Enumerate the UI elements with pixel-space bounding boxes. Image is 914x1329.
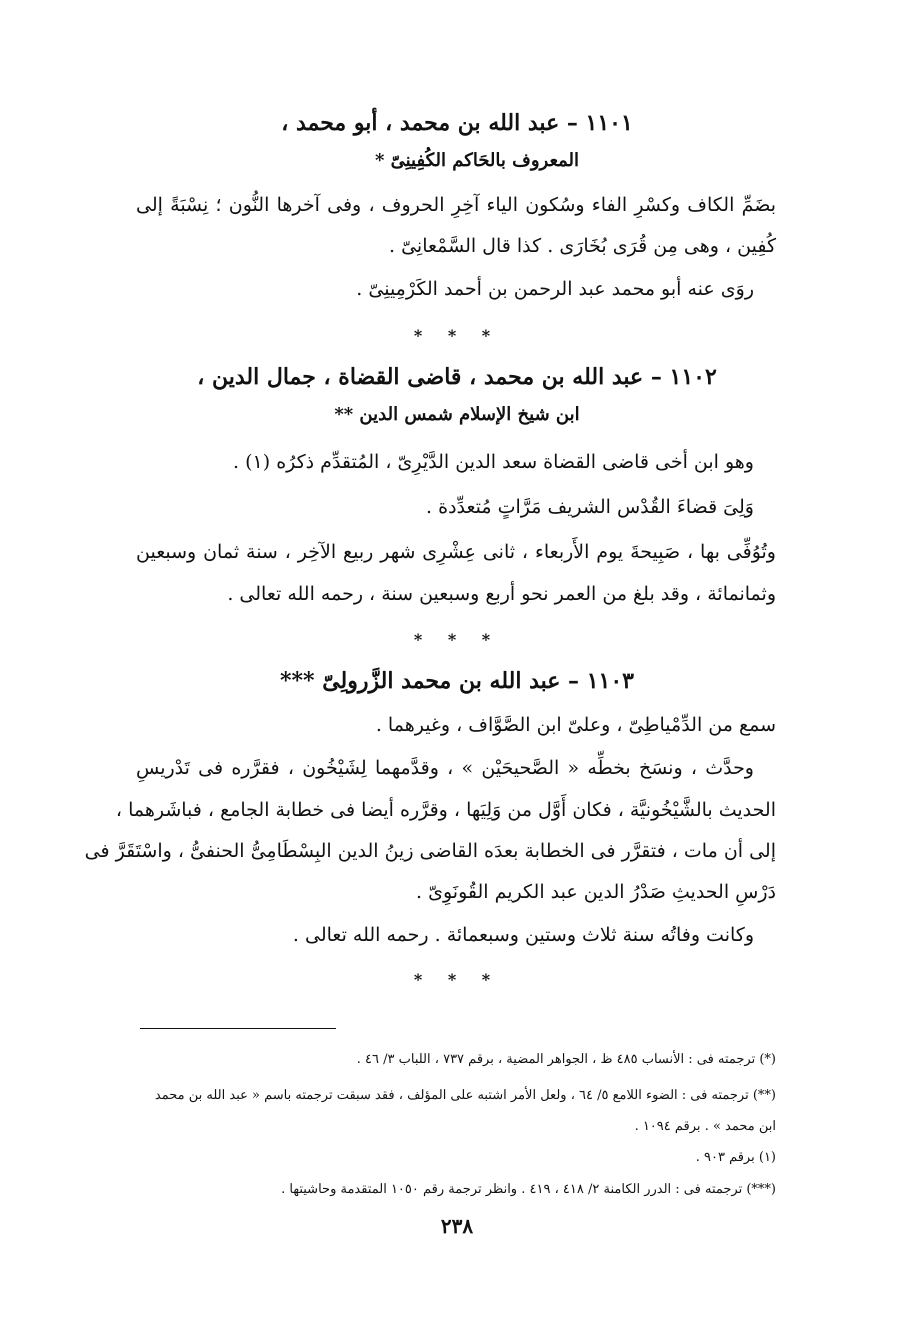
footnote-4: (***) ترجمته فى : الدرر الكامنة ٢/ ٤١٨ ، ٤١٩ . وانظر ترجمة رقم ١٠٥٠ المتقدمة وحاشيتها . (281, 1182, 776, 1197)
entry-1103-para2-line1: وحدَّث ، ونسَخ بخطِّه « الصَّحيحَيْن » ، وقدَّمهما لِشَيْخُون ، فقرَّره فى تَدْريسِ (136, 757, 754, 779)
entry-1102-para3-line2: وثمانمائة ، وقد بلغ من العمر نحو أربع وسبعين سنة ، رحمه الله تعالى . (227, 583, 776, 605)
footnote-2-line1: (**) ترجمته فى : الضوء اللامع ٥/ ٦٤ ، ولعل الأمر اشتبه على المؤلف ، فقد سبقت ترجمته باسم « عبد الله بن محمد (154, 1088, 776, 1103)
footnote-2-line2: ابن محمد » . برقم ١٠٩٤ . (634, 1119, 776, 1134)
footnote-3: (١) برقم ٩٠٣ . (695, 1150, 776, 1165)
entry-1103-para2-line2: الحديث بالشَّيْخُونيَّة ، فكان أَوَّل من وَلِيَها ، وقرَّره أيضا فى خطابة الجامع ، فباشَرهما ، (115, 799, 776, 821)
entry-1103-para2-line3: إلى أن مات ، فتقرَّر فى الخطابة بعدَه القاضى زينُ الدين البِسْطَامِىُّ الحنفىُّ ، واسْتَقَرَّ فى (84, 840, 776, 862)
section-separator: * * * (413, 970, 501, 989)
entry-1102-para1: وهو ابن أخى قاضى القضاة سعد الدين الدَّيْرِىّ ، المُتقدِّم ذكرُه (١) . (233, 451, 754, 473)
entry-1103-para3: وكانت وفاتُه سنة ثلاث وستين وسبعمائة . رحمه الله تعالى . (292, 924, 754, 946)
entry-1103-para2-line4: دَرْسِ الحديثِ صَدْرُ الدين عبد الكريم القُونَوِىّ . (416, 881, 776, 903)
entry-1101-para1-line1: بضَمِّ الكاف وكسْرِ الفاء وسُكون الياء آخِرِ الحروف ، وفى آخرها النُّون ؛ نِسْبَةً إلى (136, 194, 776, 216)
section-separator: * * * (413, 326, 501, 345)
entry-1102-para2: وَلِىَ قضاءَ القُدْس الشريف مَرَّاتٍ مُتعدِّدة . (426, 496, 754, 518)
section-separator: * * * (413, 630, 501, 649)
entry-1101-para1-line2: كُفِين ، وهى مِن قُرَى بُخَارَى . كذا قال السَّمْعانِىّ . (388, 235, 776, 257)
entry-1101-para2: روَى عنه أبو محمد عبد الرحمن بن أحمد الكَرْمِينِىّ . (356, 278, 754, 300)
footnote-1: (*) ترجمته فى : الأنساب ٤٨٥ ظ ، الجواهر المضية ، برقم ٧٣٧ ، اللباب ٣/ ٤٦ . (356, 1052, 776, 1067)
entry-1101-subheading: المعروف بالحَاكم الكُفِينِىّ * (374, 150, 580, 171)
entry-1102-para3-line1: وتُوُفِّى بها ، صَبِيحةَ يوم الأَربعاء ، ثانى عِشْرِى شهر ربيع الآخِر ، سنة ثمان وسبعين (136, 541, 776, 563)
page-number: ٢٣٨ (440, 1214, 474, 1238)
entry-1102-heading: ١١٠٢ – عبد الله بن محمد ، قاضى القضاة ، جمال الدين ، (197, 364, 717, 390)
entry-1103-para1: سمع من الدِّمْياطِىّ ، وعلىّ ابن الصَّوَّاف ، وغيرهما . (375, 714, 776, 736)
entry-1103-heading: ١١٠٣ – عبد الله بن محمد الزَّرولِىّ *** (280, 668, 634, 694)
footnote-rule (140, 1028, 336, 1029)
entry-1102-subheading: ابن شيخ الإسلام شمس الدين ** (334, 404, 580, 425)
entry-1101-heading: ١١٠١ – عبد الله بن محمد ، أبو محمد ، (281, 110, 633, 136)
